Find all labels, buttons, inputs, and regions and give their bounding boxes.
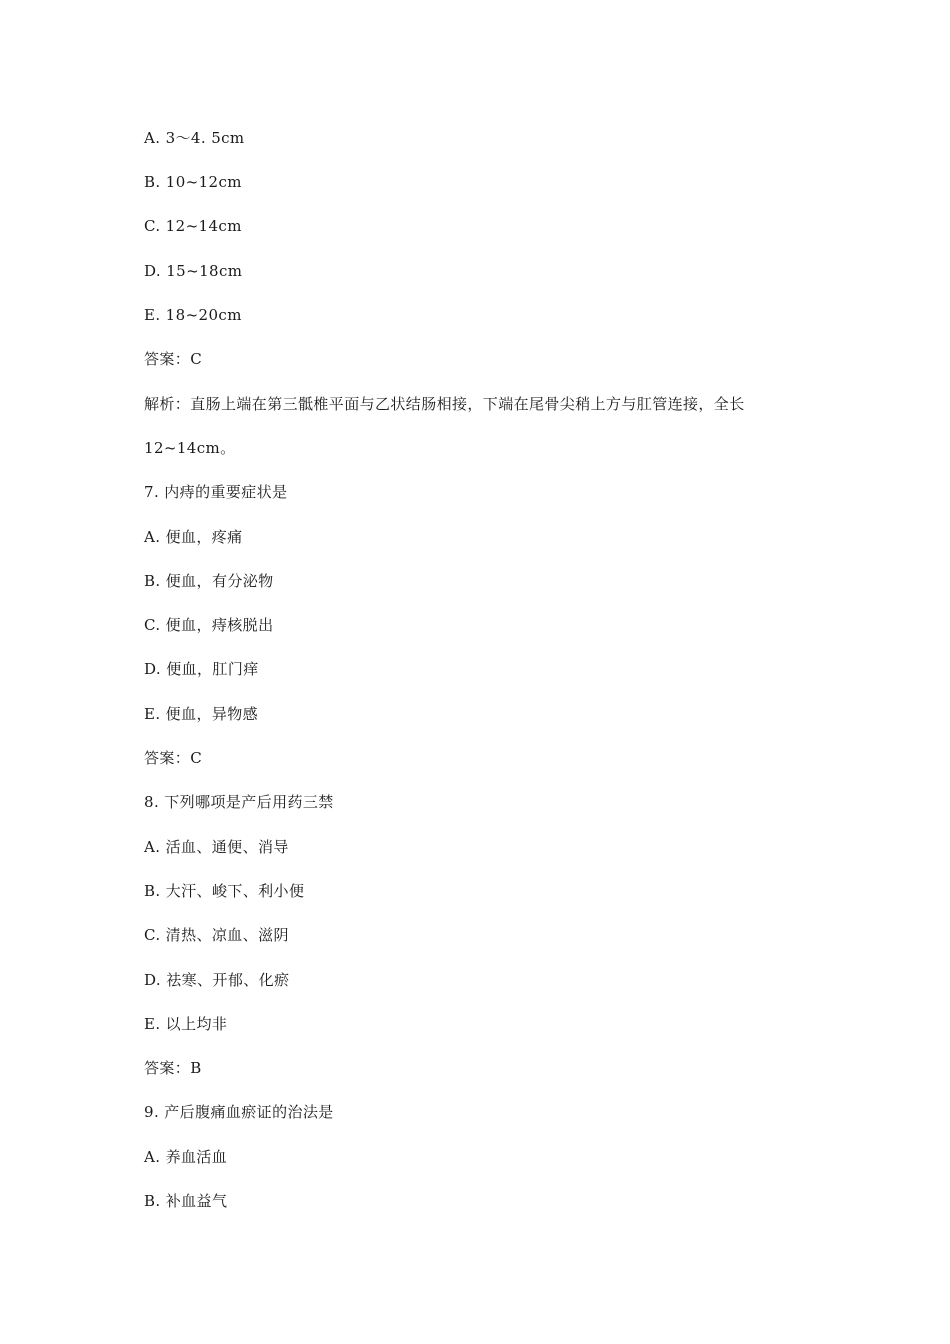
q7-option-a: A. 便血，疼痛: [144, 528, 243, 546]
q9-option-b: B. 补血益气: [144, 1192, 228, 1210]
q9-option-a: A. 养血活血: [144, 1148, 228, 1166]
q7-option-c: C. 便血，痔核脱出: [144, 616, 274, 634]
q9-question: 9. 产后腹痛血瘀证的治法是: [144, 1103, 334, 1121]
q6-option-d: D. 15~18cm: [144, 262, 243, 280]
q6-analysis-line1: 解析：直肠上端在第三骶椎平面与乙状结肠相接，下端在尾骨尖稍上方与肛管连接，全长: [144, 395, 745, 413]
q7-option-b: B. 便血，有分泌物: [144, 572, 274, 590]
q8-question: 8. 下列哪项是产后用药三禁: [144, 793, 334, 811]
q6-option-b: B. 10~12cm: [144, 173, 242, 191]
q6-answer: 答案：C: [144, 350, 203, 368]
q7-option-d: D. 便血，肛门痒: [144, 660, 259, 678]
q6-option-e: E. 18~20cm: [144, 306, 242, 324]
q8-option-e: E. 以上均非: [144, 1015, 228, 1033]
q6-analysis-line2: 12~14cm。: [144, 439, 236, 457]
q8-option-d: D. 祛寒、开郁、化瘀: [144, 971, 290, 989]
q8-option-a: A. 活血、通便、消导: [144, 838, 289, 856]
q8-answer: 答案：B: [144, 1059, 202, 1077]
q7-option-e: E. 便血，异物感: [144, 705, 259, 723]
q7-question: 7. 内痔的重要症状是: [144, 483, 288, 501]
q8-option-c: C. 清热、凉血、滋阴: [144, 926, 289, 944]
q8-option-b: B. 大汗、峻下、利小便: [144, 882, 305, 900]
q6-option-c: C. 12~14cm: [144, 217, 242, 235]
q7-answer: 答案：C: [144, 749, 203, 767]
q6-option-a: A. 3～4. 5cm: [144, 129, 245, 147]
